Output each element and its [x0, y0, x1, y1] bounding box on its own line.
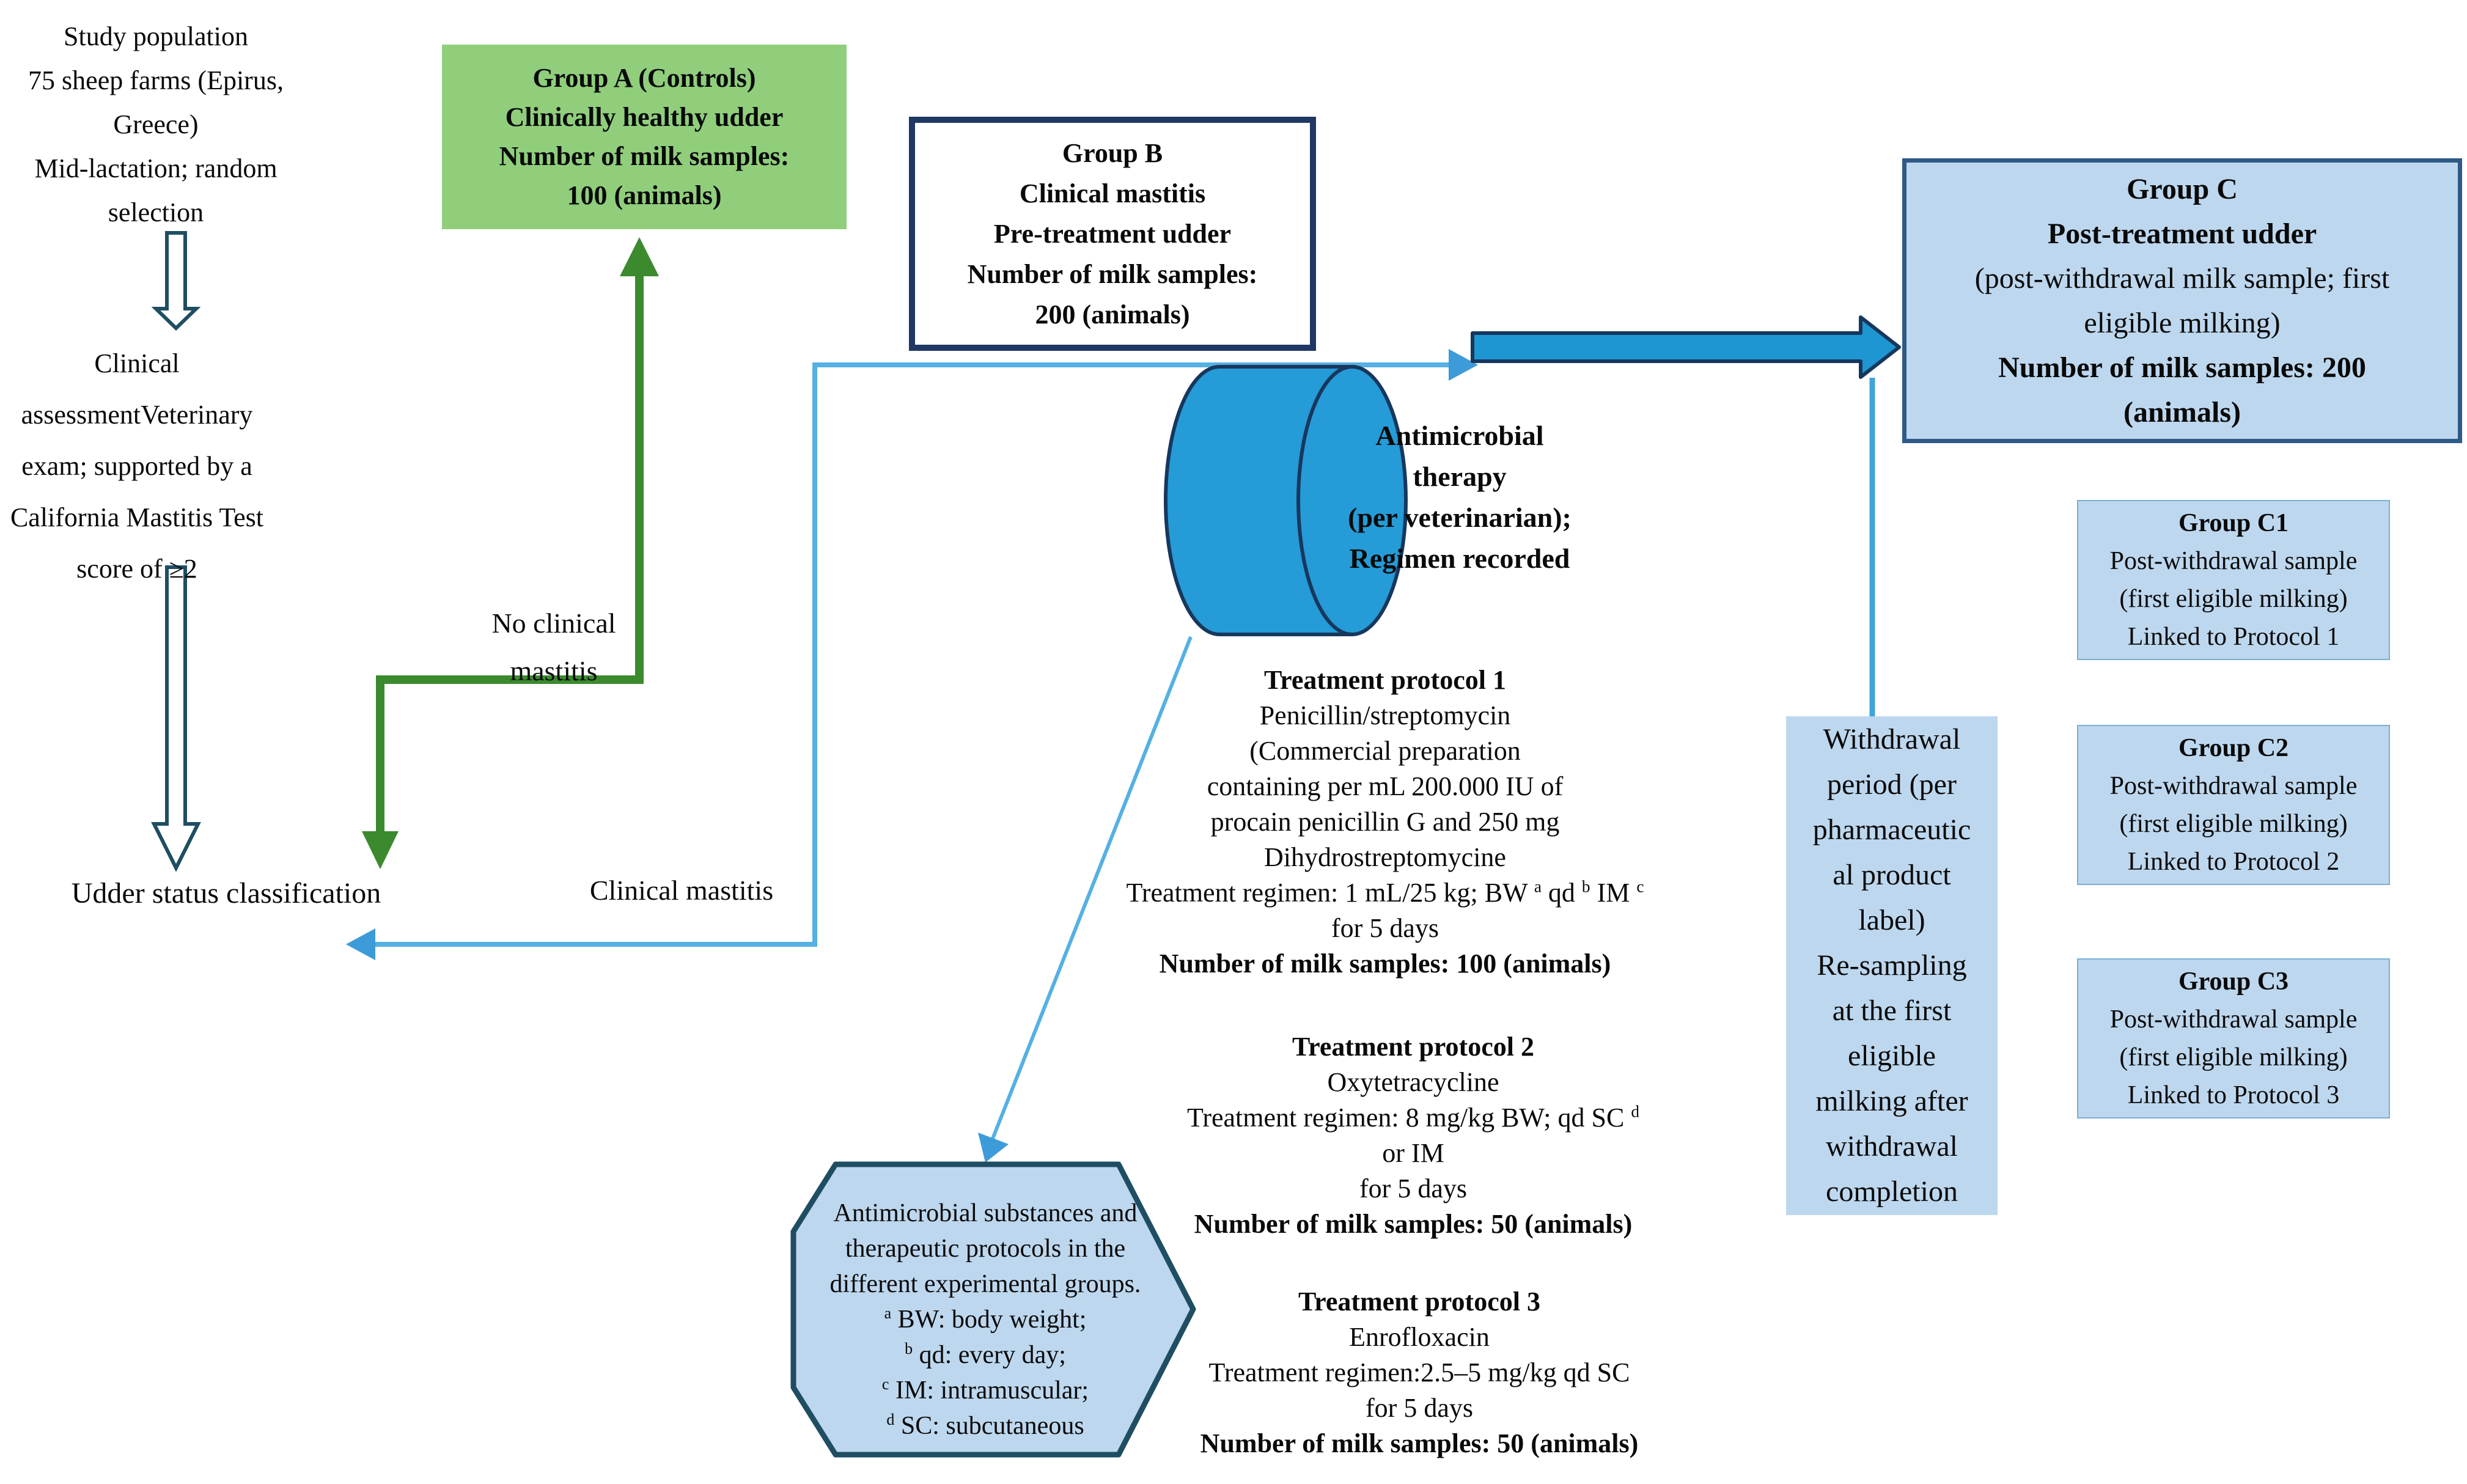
text-line: Clinically healthy udder	[505, 102, 784, 132]
green-elbow-connector	[362, 237, 659, 869]
group-c3-box	[2077, 958, 2390, 1119]
text-line: Treatment regimen: 1 mL/25 kg; BW $^a$ qd $^b$ IM $^c$	[1126, 877, 1644, 908]
text-line: Re-sampling	[1817, 949, 1967, 982]
text-line: Dihydrostreptomycine	[1264, 842, 1506, 872]
text-line: period (per	[1827, 768, 1957, 801]
text-line: Post-withdrawal sample	[2109, 547, 2358, 575]
text-line: (first eligible milking)	[2119, 810, 2348, 838]
text-line: Linked to Protocol 1	[2127, 623, 2340, 651]
clinical-assessment-text	[0, 338, 274, 595]
text-line: Penicillin/streptomycin	[1259, 700, 1511, 730]
text-line: mastitis	[510, 655, 598, 686]
text-line: 200 (animals)	[1035, 299, 1190, 329]
text-line: Enrofloxacin	[1349, 1322, 1490, 1352]
text-line: for 5 days	[1366, 1393, 1473, 1423]
text-line: $^c$ IM: intramuscular;	[881, 1375, 1089, 1405]
text-line: for 5 days	[1359, 1174, 1467, 1203]
text-line: $^a$ BW: body weight;	[884, 1304, 1087, 1334]
treatment-protocol-1-text	[1110, 663, 1660, 982]
text-line: (per veterinarian);	[1348, 502, 1572, 533]
text-line: Number of milk samples:	[499, 141, 790, 171]
group-c1-box	[2077, 500, 2390, 660]
text-line: procain penicillin G and 250 mg	[1210, 807, 1560, 837]
text-line: label)	[1858, 904, 1925, 936]
antimicrobial-therapy-label	[1246, 415, 1674, 579]
down-block-arrow-1	[156, 233, 196, 328]
group-b-text	[915, 133, 1310, 335]
big-right-arrow	[1472, 317, 1899, 377]
text-line: Antimicrobial substances and	[833, 1199, 1138, 1227]
down-block-arrow-2	[154, 567, 198, 868]
text-line: milking after	[1815, 1085, 1968, 1117]
group-c2-box	[2077, 725, 2390, 885]
text-line: Group C3	[2178, 968, 2289, 996]
group-c-text	[1906, 167, 2458, 435]
text-line: 100 (animals)	[567, 180, 722, 210]
group-c3-text	[2078, 963, 2389, 1114]
text-line: eligible	[1848, 1040, 1936, 1072]
text-line: Treatment protocol 1	[1264, 665, 1506, 695]
text-line: or IM	[1382, 1138, 1444, 1168]
group-a-box	[442, 45, 847, 229]
text-line: assessmentVeterinary	[21, 400, 253, 430]
text-line: Clinical mastitis	[1019, 178, 1206, 208]
text-line: (Commercial preparation	[1249, 736, 1521, 766]
text-line: al product	[1833, 859, 1951, 891]
group-b-box	[909, 117, 1316, 351]
text-line: Treatment regimen: 8 mg/kg BW; qd SC $^d$	[1186, 1102, 1639, 1133]
text-line: $^b$ qd: every day;	[905, 1340, 1066, 1369]
clinical-mastitis-label: Clinical mastitis	[589, 875, 774, 906]
text-line: Pre-treatment udder	[993, 218, 1232, 249]
withdrawal-period-text	[1786, 717, 1998, 1214]
blue-arrowhead-left	[346, 928, 375, 960]
text-line: selection	[108, 197, 204, 227]
text-line: Study population	[64, 21, 248, 51]
text-line: score of ≥2	[76, 554, 197, 584]
text-line: Post-treatment udder	[2047, 218, 2317, 250]
text-line: (first eligible milking)	[2119, 1043, 2348, 1071]
text-line: Clinical	[94, 348, 180, 378]
text-line: Mid-lactation; random	[34, 153, 278, 183]
withdrawal-period-box	[1786, 716, 1998, 1215]
text-line: No clinical	[491, 608, 616, 639]
group-a-text	[442, 59, 847, 215]
text-line: Withdrawal	[1823, 723, 1961, 755]
text-line: Linked to Protocol 3	[2127, 1081, 2340, 1109]
text-line: Regimen recorded	[1349, 543, 1570, 574]
text-line: Treatment protocol 3	[1298, 1287, 1540, 1317]
hexagon-note-text	[771, 1196, 1199, 1444]
text-line: Greece)	[113, 109, 199, 139]
text-line: Group C2	[2178, 734, 2289, 762]
green-elbow-line	[380, 272, 639, 834]
text-line: California Mastitis Test	[10, 502, 264, 532]
text-line: (post-withdrawal milk sample; first	[1974, 262, 2390, 295]
text-line: Treatment protocol 2	[1292, 1032, 1534, 1062]
text-line: eligible milking)	[2084, 307, 2281, 339]
text-line: pharmaceutic	[1812, 814, 1971, 846]
text-line: for 5 days	[1331, 913, 1439, 943]
text-line: containing per mL 200.000 IU of	[1207, 771, 1564, 801]
treatment-protocol-2-text	[1138, 1029, 1688, 1242]
text-line: different experimental groups.	[829, 1270, 1141, 1298]
text-line: (animals)	[2123, 396, 2241, 428]
text-line: Oxytetracycline	[1327, 1067, 1499, 1097]
text-line: withdrawal	[1826, 1130, 1958, 1163]
text-line: Linked to Protocol 2	[2127, 848, 2340, 876]
text-line: Group C	[2127, 173, 2238, 205]
text-line: therapeutic protocols in the	[845, 1235, 1126, 1263]
text-line: exam; supported by a	[21, 451, 252, 481]
text-line: Number of milk samples: 100 (animals)	[1159, 949, 1611, 979]
text-line: 75 sheep farms (Epirus,	[28, 65, 284, 95]
text-line: Number of milk samples: 50 (animals)	[1200, 1428, 1639, 1458]
text-line: Group C1	[2178, 509, 2289, 537]
group-c2-text	[2078, 729, 2389, 881]
no-clinical-mastitis-label	[462, 600, 645, 695]
group-c-box	[1902, 158, 2462, 443]
text-line: Treatment regimen:2.5–5 mg/kg qd SC	[1208, 1357, 1630, 1387]
text-line: $^d$ SC: subcutaneous	[886, 1411, 1084, 1440]
treatment-protocol-3-text	[1144, 1284, 1694, 1461]
text-line: (first eligible milking)	[2119, 585, 2348, 613]
text-line: Post-withdrawal sample	[2109, 772, 2358, 800]
text-line: Number of milk samples: 200	[1998, 351, 2366, 384]
text-line: therapy	[1413, 461, 1507, 492]
green-arrowhead-up	[620, 237, 659, 276]
text-line: Group A (Controls)	[532, 63, 756, 93]
text-line: Group B	[1062, 138, 1163, 168]
group-c1-text	[2078, 504, 2389, 656]
text-line: Number of milk samples:	[967, 259, 1258, 289]
study-population-text	[18, 15, 293, 235]
udder-status-label: Udder status classification	[71, 877, 381, 909]
text-line: completion	[1826, 1175, 1958, 1208]
green-arrowhead-down	[362, 831, 399, 869]
text-line: Post-withdrawal sample	[2109, 1005, 2358, 1034]
text-line: Number of milk samples: 50 (animals)	[1194, 1209, 1633, 1239]
text-line: at the first	[1832, 994, 1952, 1027]
text-line: Antimicrobial	[1375, 420, 1544, 451]
